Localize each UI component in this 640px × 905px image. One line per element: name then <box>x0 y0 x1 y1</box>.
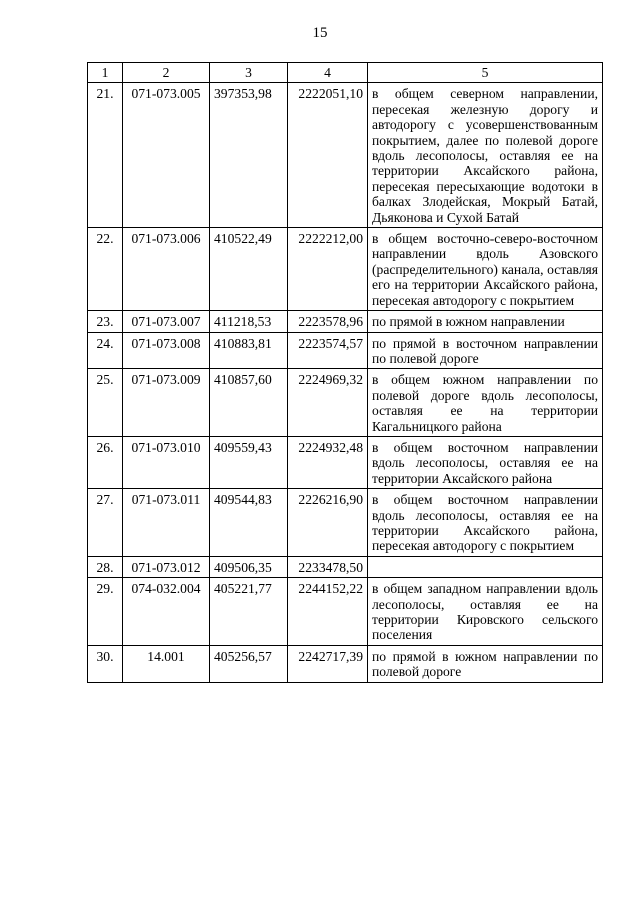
column-header: 5 <box>368 63 603 83</box>
point-code: 071-073.006 <box>123 228 210 311</box>
row-number: 23. <box>88 311 123 332</box>
coordinate-y: 2224969,32 <box>288 369 368 437</box>
boundary-description <box>368 556 603 577</box>
table-row <box>88 578 603 646</box>
point-code: 14.001 <box>123 645 210 682</box>
coordinate-y: 2224932,48 <box>288 436 368 488</box>
boundary-description: по прямой в южном направлении по полевой дороге <box>368 645 603 682</box>
coordinate-y: 2233478,50 <box>288 556 368 577</box>
boundary-description: в общем южном направлении по полевой дороге вдоль лесополосы, оставляя ее на территории Кагальницкого района <box>368 369 603 437</box>
coordinate-x: 410883,81 <box>210 332 288 369</box>
column-header: 4 <box>288 63 368 83</box>
point-code: 071-073.011 <box>123 489 210 557</box>
page-number: 15 <box>312 25 328 41</box>
table-row <box>88 556 603 577</box>
boundary-description: по прямой в восточном направлении по полевой дороге <box>368 332 603 369</box>
row-number: 28. <box>88 556 123 577</box>
point-code: 071-073.012 <box>123 556 210 577</box>
table-header-row <box>88 63 603 83</box>
coordinate-x: 410522,49 <box>210 228 288 311</box>
coordinate-x: 409544,83 <box>210 489 288 557</box>
boundary-description: в общем восточном направлении вдоль лесополосы, оставляя ее на территории Аксайского района, пересекая автодорогу с покрытием <box>368 489 603 557</box>
point-code: 071-073.010 <box>123 436 210 488</box>
boundary-description: в общем восточном направлении вдоль лесополосы, оставляя ее на территории Аксайского района <box>368 436 603 488</box>
coordinate-y: 2223574,57 <box>288 332 368 369</box>
table-row <box>88 311 603 332</box>
point-code: 071-073.007 <box>123 311 210 332</box>
table-row <box>88 436 603 488</box>
table-row <box>88 83 603 228</box>
boundary-description: в общем северном направлении, пересекая железную дорогу и автодорогу с усовершенствованным покрытием, далее по полевой дороге вдоль лесополосы, оставляя ее на территории Аксайского района, пересекая пересыхающие водотоки в балках Злодейская, Мокрый Батай, Дьяконова и Сухой Батай <box>368 83 603 228</box>
coordinate-x: 409559,43 <box>210 436 288 488</box>
coordinate-y: 2242717,39 <box>288 645 368 682</box>
row-number: 24. <box>88 332 123 369</box>
boundary-description: в общем восточно-северо-восточном направлении вдоль Азовского (распределительного) канала, оставляя его на территории Аксайского района, пересекая автодорогу с покрытием <box>368 228 603 311</box>
coordinate-y: 2222051,10 <box>288 83 368 228</box>
coordinate-x: 409506,35 <box>210 556 288 577</box>
point-code: 074-032.004 <box>123 578 210 646</box>
coordinate-x: 405256,57 <box>210 645 288 682</box>
point-code: 071-073.008 <box>123 332 210 369</box>
coordinate-x: 397353,98 <box>210 83 288 228</box>
row-number: 21. <box>88 83 123 228</box>
table-row <box>88 228 603 311</box>
table-row <box>88 489 603 557</box>
boundary-table <box>87 62 603 683</box>
table-row <box>88 332 603 369</box>
boundary-description: в общем западном направлении вдоль лесополосы, оставляя ее на территории Кировского сельского поселения <box>368 578 603 646</box>
column-header: 2 <box>123 63 210 83</box>
point-code: 071-073.005 <box>123 83 210 228</box>
column-header: 1 <box>88 63 123 83</box>
coordinate-y: 2226216,90 <box>288 489 368 557</box>
point-code: 071-073.009 <box>123 369 210 437</box>
row-number: 25. <box>88 369 123 437</box>
coordinate-x: 405221,77 <box>210 578 288 646</box>
row-number: 30. <box>88 645 123 682</box>
table-row <box>88 645 603 682</box>
table-row <box>88 369 603 437</box>
boundary-description: по прямой в южном направлении <box>368 311 603 332</box>
row-number: 22. <box>88 228 123 311</box>
row-number: 26. <box>88 436 123 488</box>
coordinate-y: 2244152,22 <box>288 578 368 646</box>
column-header: 3 <box>210 63 288 83</box>
coordinate-x: 410857,60 <box>210 369 288 437</box>
coordinate-y: 2223578,96 <box>288 311 368 332</box>
row-number: 29. <box>88 578 123 646</box>
coordinate-x: 411218,53 <box>210 311 288 332</box>
row-number: 27. <box>88 489 123 557</box>
coordinate-y: 2222212,00 <box>288 228 368 311</box>
